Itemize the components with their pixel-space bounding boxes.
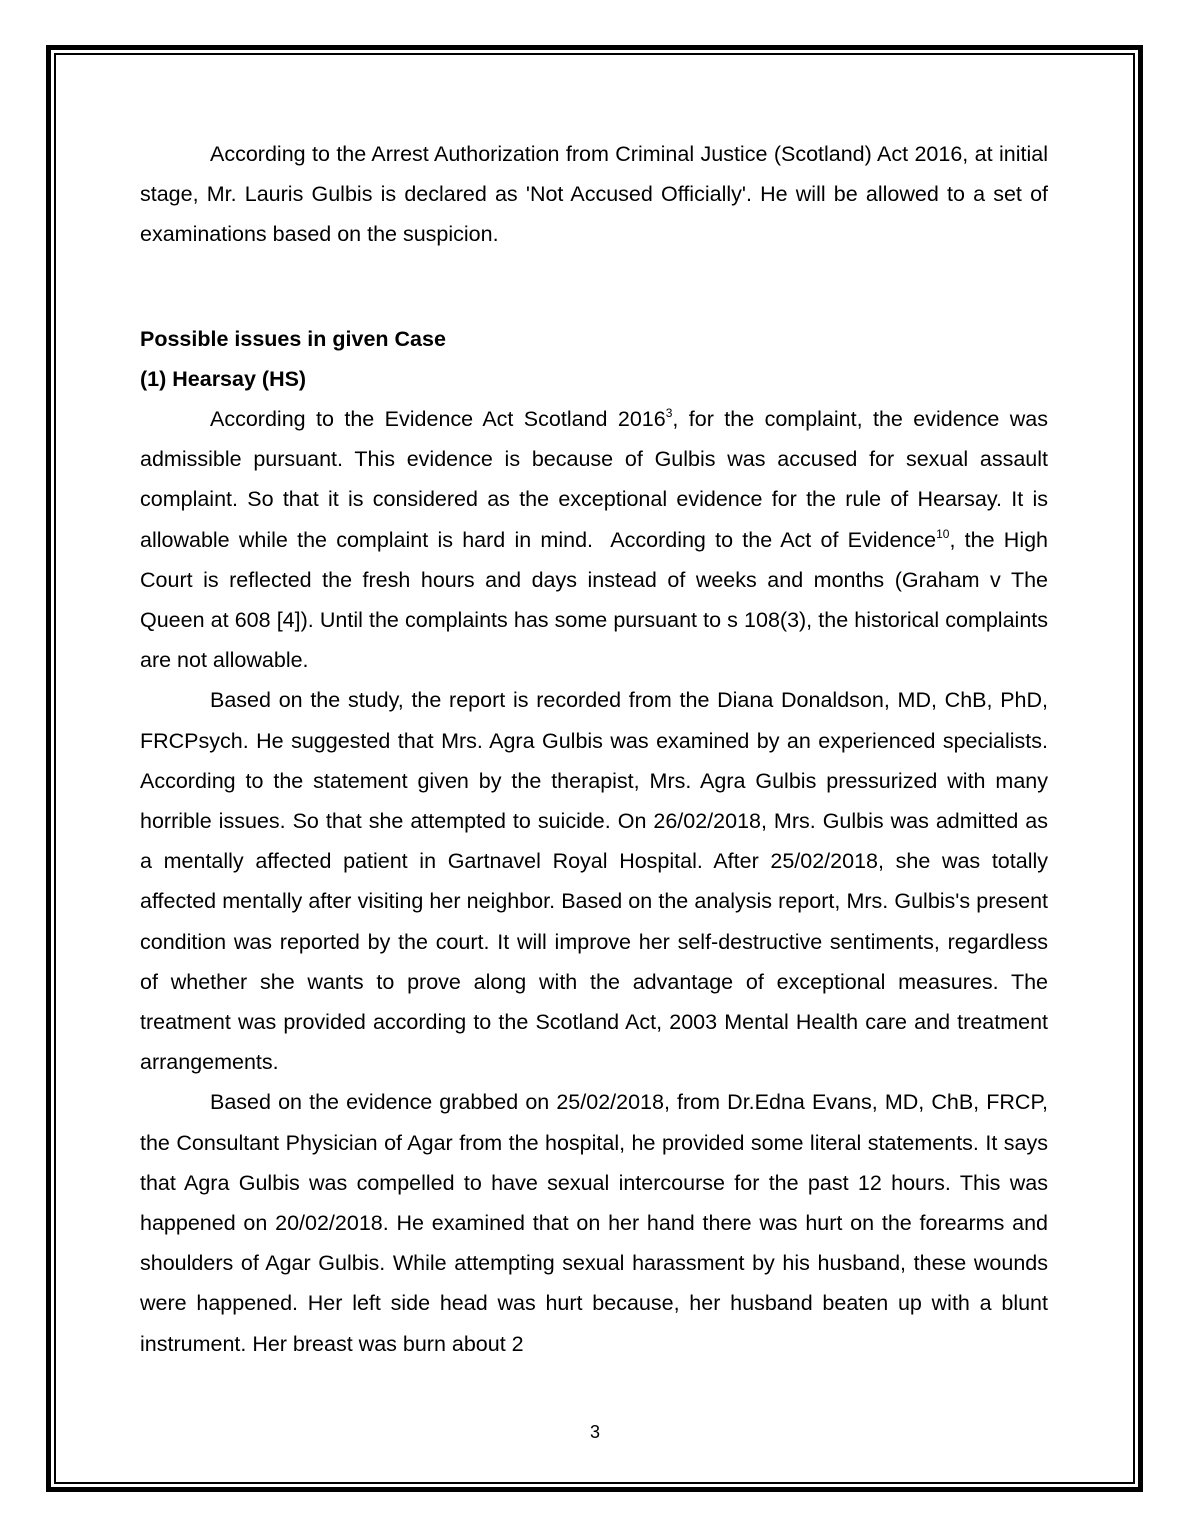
heading-possible-issues: Possible issues in given Case (140, 326, 446, 351)
paragraph-evidence-act-part-2: , for the complaint, the evidence was admissible pursuant. This evidence is because of Gulbis was accused for sexual assault complaint. So that it is considered as the exceptional evidence for the rule of Hearsay. It is allowable while the complaint is hard in mind. According to the Act of Evidence (140, 407, 1048, 552)
paragraph-evidence-act-part-3: , the High Court is reflected the fresh hours and days instead of weeks and months (Graham v The Queen at 608 [4]). Until the complaints has some pursuant to s 108(3), the historical complaints are not allowable. (140, 527, 1049, 673)
paragraph-evidence-grabbed: Based on the evidence grabbed on 25/02/2018, from Dr.Edna Evans, MD, ChB, FRCP, the Consultant Physician of Agar from the hospital, he provided some literal statements. It says that Agra Gulbis was compelled to have sexual intercourse for the past 12 hours. This was happened on 20/02/2018. He examined that on her hand there was hurt on the forearms and shoulders of Agar Gulbis. While attempting sexual harassment by his husband, these wounds were happened. Her left side head was hurt because, her husband beaten up with a blunt instrument. Her breast was burn about 2 (140, 1090, 1048, 1356)
document-body (140, 134, 1048, 1364)
page-number: 3 (589, 1422, 600, 1442)
paragraph-evidence-act (140, 399, 1048, 680)
footnote-ref-10: 10 (936, 526, 950, 541)
heading-hearsay: (1) Hearsay (HS) (140, 366, 307, 391)
paragraph-study-report: Based on the study, the report is recorded from the Diana Donaldson, MD, ChB, PhD, FRCPsych. He suggested that Mrs. Agra Gulbis was examined by an experienced specialists. According to the statement given by the therapist, Mrs. Agra Gulbis pressurized with many horrible issues. So that she attempted to suicide. On 26/02/2018, Mrs. Gulbis was admitted as a mentally affected patient in Gartnavel Royal Hospital. After 25/02/2018, she was totally affected mentally after visiting her neighbor. Based on the analysis report, Mrs. Gulbis's present condition was reported by the court. It will improve her self-destructive sentiments, regardless of whether she wants to prove along with the advantage of exceptional measures. The treatment was provided according to the Scotland Act, 2003 Mental Health care and treatment arrangements. (140, 688, 1048, 1075)
paragraph-arrest-authorization: According to the Arrest Authorization from Criminal Justice (Scotland) Act 2016, at initial stage, Mr. Lauris Gulbis is declared as 'Not Accused Officially'. He will be allowed to a set of examinations based on the suspicion. (140, 142, 1048, 247)
footnote-ref-3: 3 (665, 406, 673, 421)
paragraph-evidence-act-part-1: According to the Evidence Act Scotland 2016 (210, 407, 666, 432)
